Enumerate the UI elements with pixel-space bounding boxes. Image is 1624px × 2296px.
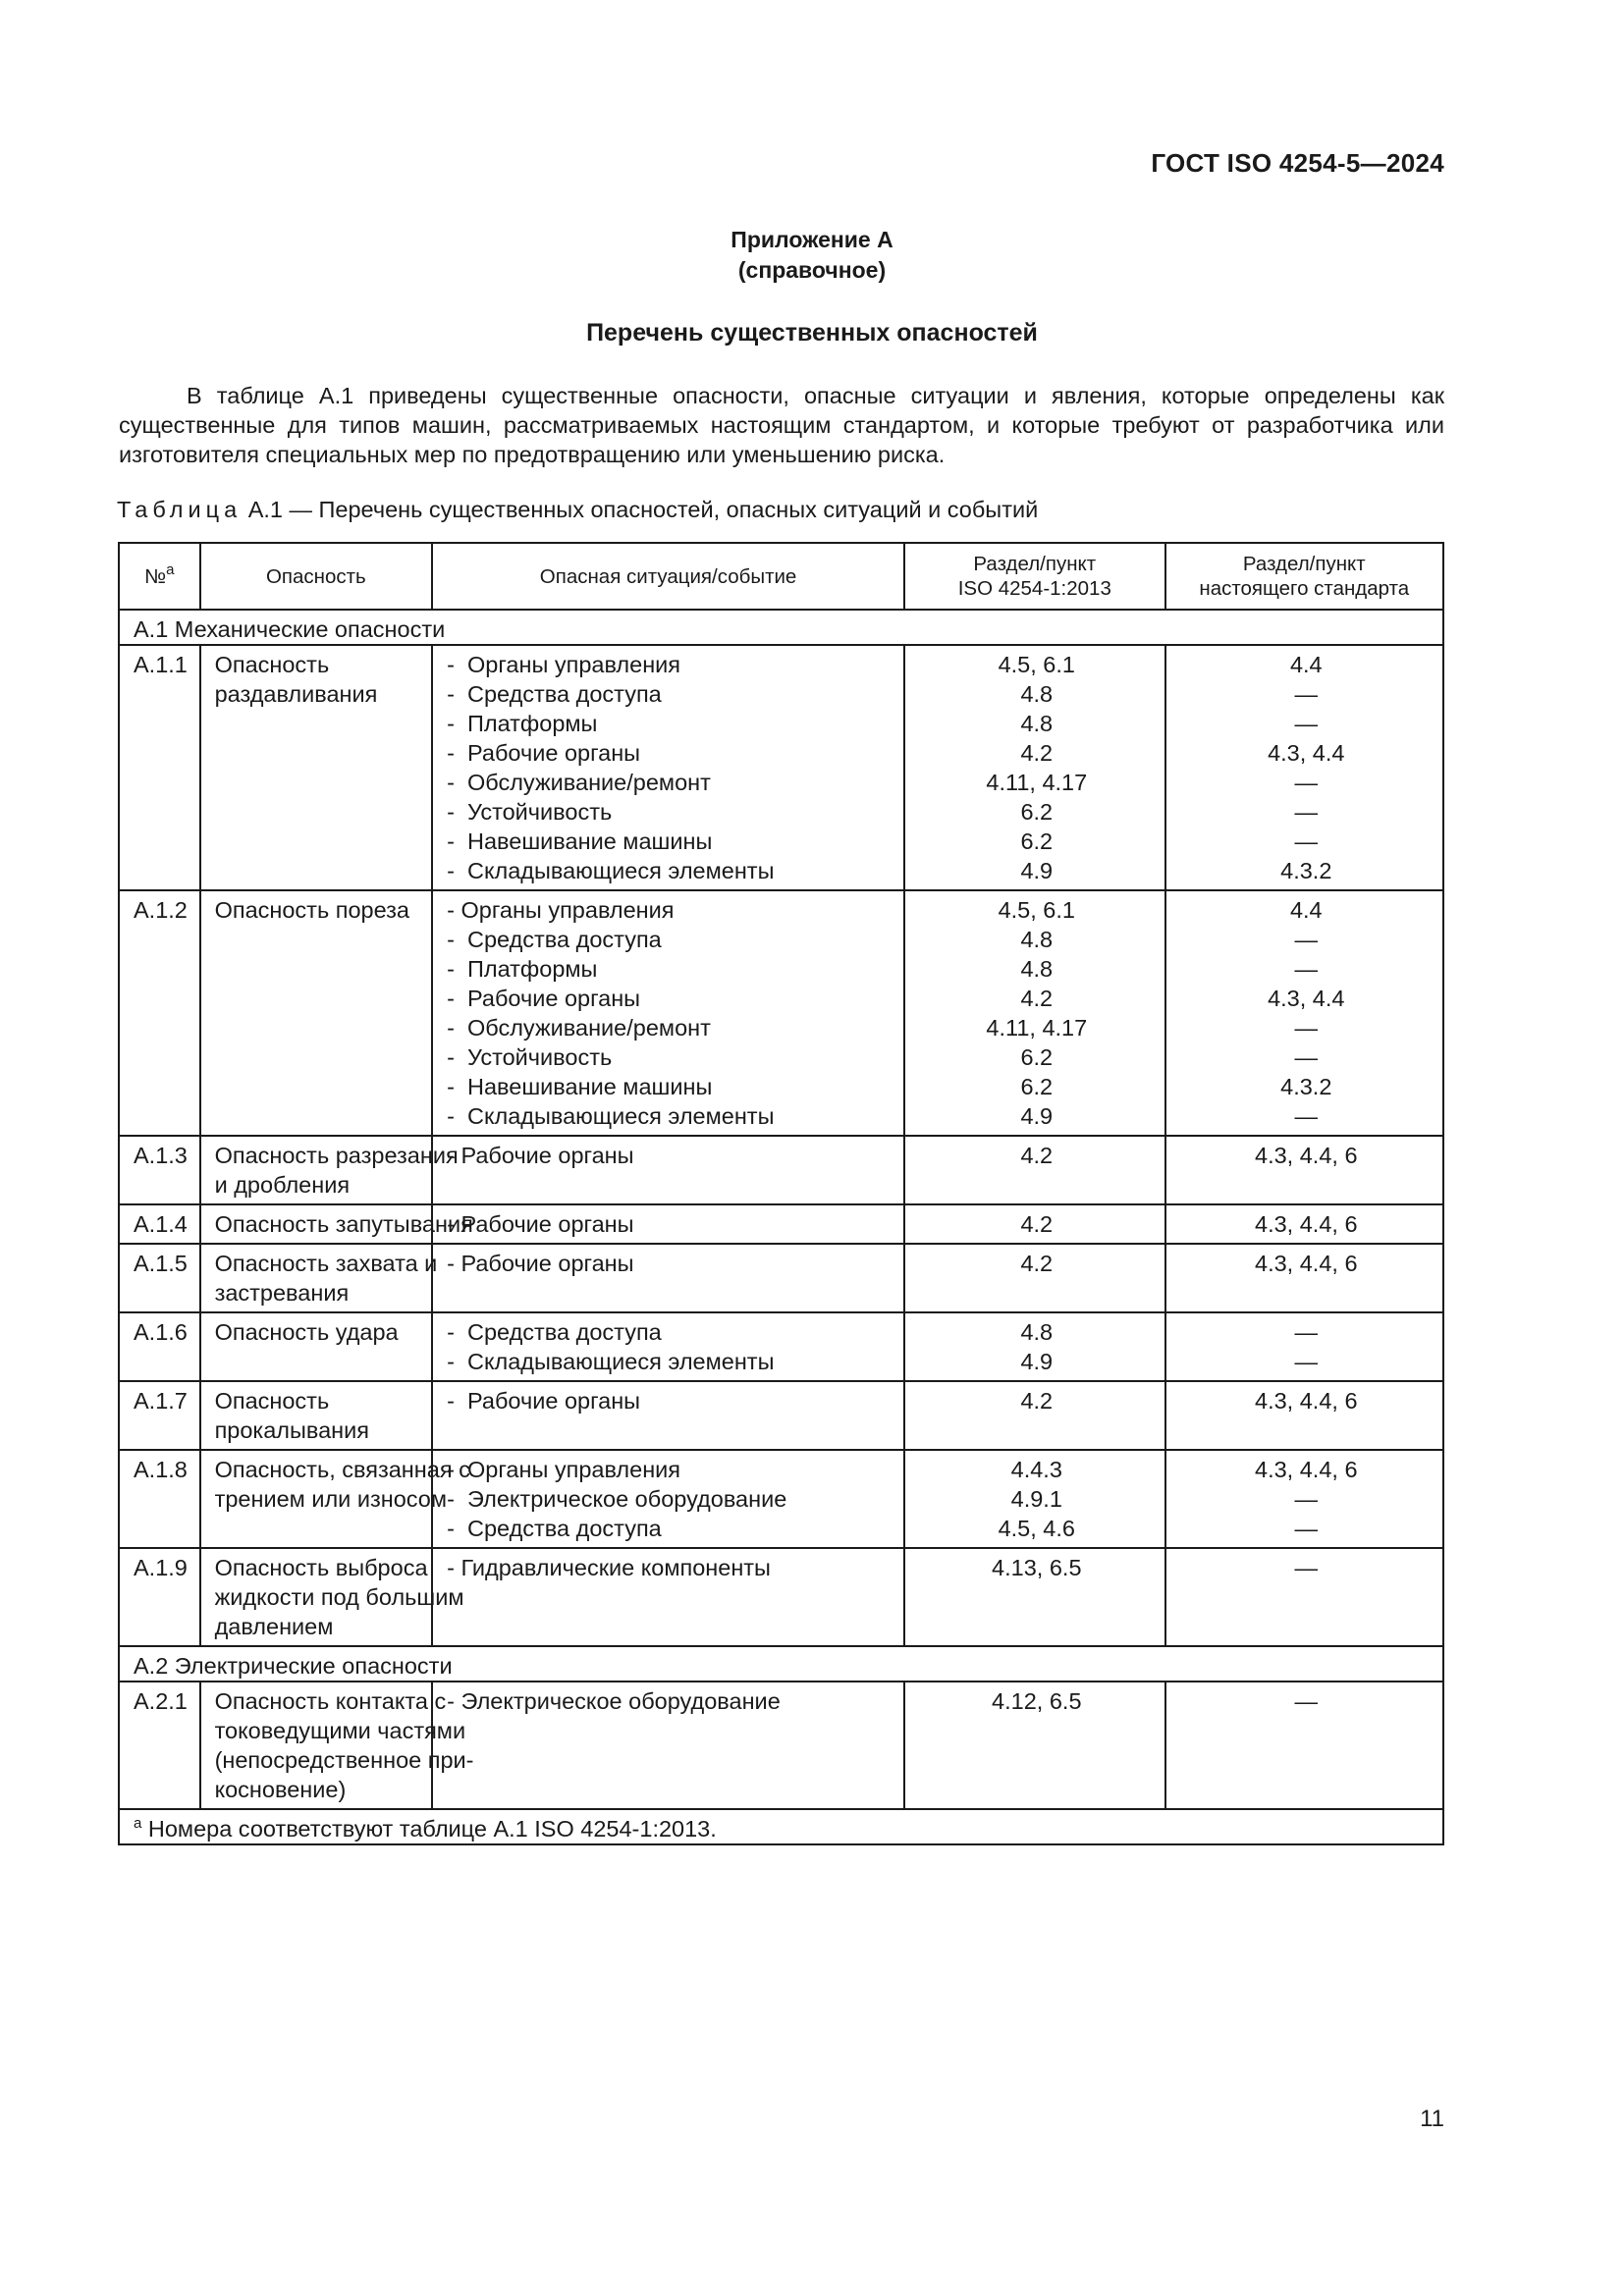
situation-cell [432, 1244, 904, 1312]
std-ref-cell [1165, 1450, 1443, 1548]
header-std-ref [1165, 543, 1443, 610]
header-iso-ref [904, 543, 1165, 610]
iso-ref-line: 6.2 [1020, 799, 1054, 825]
std-ref-line: — [1294, 1486, 1319, 1512]
situation-line: - Обслуживание/ремонт [447, 1015, 711, 1041]
situation-cell [432, 1381, 904, 1450]
iso-ref-cell [904, 890, 1165, 1136]
situation-line: - Средства доступа [447, 1319, 662, 1345]
row-number: А.1.8 [119, 1450, 200, 1548]
iso-ref-line: 4.9.1 [1010, 1486, 1062, 1512]
hazard-line: трением или износом [214, 1486, 448, 1512]
iso-ref-line: 6.2 [1020, 828, 1054, 854]
iso-ref-line: 4.2 [1020, 1143, 1054, 1168]
std-ref-line: 4.3, 4.4, 6 [1255, 1457, 1358, 1482]
iso-ref-line: 6.2 [1020, 1044, 1054, 1070]
table-row [119, 890, 1443, 1136]
iso-ref-cell [904, 1312, 1165, 1381]
std-ref-line: — [1294, 1103, 1319, 1129]
table-caption-prefix: Таблица [117, 497, 243, 522]
row-number: А.1.7 [119, 1381, 200, 1450]
iso-ref-line: 4.2 [1020, 1388, 1054, 1414]
iso-ref-cell [904, 1450, 1165, 1548]
hazard-cell [200, 1136, 459, 1204]
situation-line: - Платформы [447, 711, 598, 736]
situation-line: - Органы управления [447, 1457, 681, 1482]
hazard-line: Опасность запутывания [214, 1211, 473, 1237]
hazard-cell [200, 1450, 470, 1548]
situation-line: - Устойчивость [447, 799, 613, 825]
hazard-line: Опасность контакта с [214, 1688, 447, 1714]
hazard-line: Опасность удара [214, 1319, 399, 1345]
table-row [119, 1136, 1443, 1204]
row-number: А.1.9 [119, 1548, 200, 1646]
situation-line: - Навешивание машины [447, 1074, 713, 1099]
std-ref-cell [1165, 1244, 1443, 1312]
iso-ref-line: 4.9 [1020, 858, 1054, 883]
situation-cell [432, 890, 904, 1136]
iso-ref-cell [904, 1244, 1165, 1312]
std-ref-line: — [1294, 1555, 1319, 1580]
std-ref-line: 4.3, 4.4 [1268, 986, 1345, 1011]
hazard-line: Опасность [214, 652, 330, 677]
iso-ref-cell [904, 1204, 1165, 1244]
hazard-line: жидкости под большим [214, 1584, 464, 1610]
situation-line: - Органы управления [447, 897, 675, 923]
situation-line: - Платформы [447, 956, 598, 982]
situation-line: - Складывающиеся элементы [447, 1103, 775, 1129]
row-number: А.1.3 [119, 1136, 200, 1204]
situation-line: - Рабочие органы [447, 986, 641, 1011]
hazard-cell [200, 645, 433, 890]
iso-ref-line: 4.4.3 [1010, 1457, 1062, 1482]
std-ref-line: 4.3, 4.4, 6 [1255, 1251, 1358, 1276]
row-number: А.1.5 [119, 1244, 200, 1312]
std-ref-cell [1165, 1682, 1443, 1809]
document-code: ГОСТ ISO 4254-5—2024 [1151, 148, 1444, 178]
situation-line: - Навешивание машины [447, 828, 713, 854]
footnote-text: Номера соответствуют таблице А.1 ISO 4254-1:2013. [141, 1816, 717, 1842]
hazard-line: токоведущими частями [214, 1718, 466, 1743]
std-ref-cell [1165, 1204, 1443, 1244]
std-ref-line: — [1294, 1044, 1319, 1070]
table-row [119, 1312, 1443, 1381]
std-ref-line: 4.4 [1289, 897, 1323, 923]
situation-line: - Рабочие органы [447, 1388, 641, 1414]
situation-cell [432, 1682, 904, 1809]
hazard-line: Опасность выброса [214, 1555, 428, 1580]
hazard-cell [200, 1682, 474, 1809]
hazard-line: Опасность захвата и [214, 1251, 438, 1276]
situation-cell [432, 1450, 904, 1548]
std-ref-line: 4.3, 4.4, 6 [1255, 1211, 1358, 1237]
iso-ref-cell [904, 645, 1165, 890]
situation-line: - Электрическое оборудование [447, 1486, 787, 1512]
hazard-cell [200, 890, 433, 1136]
iso-ref-line: 4.11, 4.17 [986, 770, 1088, 795]
std-ref-line: 4.4 [1289, 652, 1323, 677]
hazard-cell [200, 1312, 433, 1381]
header-iso-ref-line2: ISO 4254-1:2013 [957, 577, 1111, 600]
situation-line: - Рабочие органы [447, 1143, 634, 1168]
iso-ref-line: 4.8 [1020, 681, 1054, 707]
std-ref-line: — [1294, 956, 1319, 982]
situation-line: - Средства доступа [447, 927, 662, 952]
situation-line: - Средства доступа [447, 1516, 662, 1541]
std-ref-cell [1165, 1548, 1443, 1646]
table-body [119, 610, 1443, 1809]
iso-ref-line: 4.2 [1020, 986, 1054, 1011]
std-ref-cell [1165, 645, 1443, 890]
std-ref-line: 4.3.2 [1280, 858, 1332, 883]
footnote-row [119, 1809, 1443, 1844]
iso-ref-line: 4.12, 6.5 [992, 1688, 1082, 1714]
hazard-line: застревания [214, 1280, 350, 1306]
hazards-table [118, 542, 1444, 1845]
annex-type: (справочное) [737, 257, 887, 283]
std-ref-line: 4.3, 4.4 [1268, 740, 1345, 766]
group-header-row [119, 610, 1443, 645]
header-situation: Опасная ситуация/событие [432, 543, 904, 610]
hazard-line: раздавливания [214, 681, 378, 707]
situation-line: - Складывающиеся элементы [447, 858, 775, 883]
hazard-line: Опасность пореза [214, 897, 409, 923]
iso-ref-line: 4.5, 4.6 [998, 1516, 1075, 1541]
situation-cell [432, 1204, 904, 1244]
std-ref-cell [1165, 1312, 1443, 1381]
situation-line: - Средства доступа [447, 681, 662, 707]
header-num-label: № [144, 564, 167, 588]
situation-line: - Обслуживание/ремонт [447, 770, 711, 795]
hazard-line: давлением [214, 1614, 334, 1639]
page-number: 11 [1420, 2106, 1444, 2132]
iso-ref-line: 4.2 [1020, 740, 1054, 766]
situation-line: - Органы управления [447, 652, 681, 677]
std-ref-line: — [1294, 1516, 1319, 1541]
row-number: А.1.6 [119, 1312, 200, 1381]
std-ref-line: — [1294, 799, 1319, 825]
iso-ref-line: 4.2 [1020, 1211, 1054, 1237]
hazard-line: прокалывания [214, 1417, 370, 1443]
iso-ref-cell [904, 1682, 1165, 1809]
iso-ref-line: 4.8 [1020, 1319, 1054, 1345]
hazard-cell [200, 1244, 438, 1312]
table-row [119, 1548, 1443, 1646]
footnote-marker: a [134, 1815, 142, 1832]
row-number: А.1.4 [119, 1204, 200, 1244]
situation-line: - Электрическое оборудование [447, 1688, 781, 1714]
std-ref-line: — [1294, 1349, 1319, 1374]
std-ref-cell [1165, 1136, 1443, 1204]
group-title: А.2 Электрические опасности [119, 1646, 1443, 1682]
std-ref-line: — [1294, 828, 1319, 854]
table-caption [117, 497, 1038, 523]
iso-ref-line: 4.9 [1020, 1103, 1054, 1129]
iso-ref-line: 4.2 [1020, 1251, 1054, 1276]
hazard-line: Опасность разрезания [214, 1143, 459, 1168]
header-num-footnote-marker: a [166, 561, 175, 578]
iso-ref-line: 4.13, 6.5 [992, 1555, 1082, 1580]
hazard-line: Опасность [214, 1388, 330, 1414]
iso-ref-line: 4.5, 6.1 [998, 652, 1075, 677]
std-ref-cell [1165, 890, 1443, 1136]
row-number: А.1.1 [119, 645, 200, 890]
std-ref-line: 4.3, 4.4, 6 [1255, 1143, 1358, 1168]
std-ref-line: — [1294, 681, 1319, 707]
iso-ref-line: 6.2 [1020, 1074, 1054, 1099]
header-hazard: Опасность [200, 543, 433, 610]
header-std-ref-line1: Раздел/пункт [1242, 553, 1366, 575]
iso-ref-line: 4.11, 4.17 [986, 1015, 1088, 1041]
hazard-cell [200, 1204, 473, 1244]
row-number: А.1.2 [119, 890, 200, 1136]
std-ref-line: — [1294, 711, 1319, 736]
table-row [119, 645, 1443, 890]
hazard-cell [200, 1548, 464, 1646]
iso-ref-line: 4.9 [1020, 1349, 1054, 1374]
iso-ref-line: 4.8 [1020, 711, 1054, 736]
table-row [119, 1682, 1443, 1809]
situation-cell [432, 1136, 904, 1204]
situation-cell [432, 1548, 904, 1646]
annex-title: Приложение А [731, 227, 893, 252]
iso-ref-line: 4.5, 6.1 [998, 897, 1075, 923]
group-title: А.1 Механические опасности [119, 610, 1443, 645]
table-row [119, 1381, 1443, 1450]
situation-line: - Устойчивость [447, 1044, 613, 1070]
group-header-row [119, 1646, 1443, 1682]
hazard-cell [200, 1381, 433, 1450]
std-ref-line: 4.3, 4.4, 6 [1255, 1388, 1358, 1414]
table-row [119, 1244, 1443, 1312]
situation-line: - Гидравлические компоненты [447, 1555, 771, 1580]
hazard-line: Опасность, связанная с [214, 1457, 470, 1482]
table-row [119, 1450, 1443, 1548]
situation-cell [432, 645, 904, 890]
hazard-line: и дробления [214, 1172, 351, 1198]
std-ref-line: — [1294, 1319, 1319, 1345]
iso-ref-line: 4.8 [1020, 956, 1054, 982]
header-std-ref-line2: настоящего стандарта [1199, 577, 1410, 600]
hazard-line: (непосредственное при- [214, 1747, 474, 1773]
situation-line: - Рабочие органы [447, 1251, 634, 1276]
iso-ref-cell [904, 1136, 1165, 1204]
table-footnote [119, 1809, 1443, 1844]
std-ref-cell [1165, 1381, 1443, 1450]
table-row [119, 1204, 1443, 1244]
situation-line: - Рабочие органы [447, 1211, 634, 1237]
header-num [119, 543, 200, 610]
std-ref-line: — [1294, 770, 1319, 795]
std-ref-line: — [1294, 1015, 1319, 1041]
std-ref-line: 4.3.2 [1280, 1074, 1332, 1099]
section-title: Перечень существенных опасностей [586, 319, 1038, 347]
row-number: А.2.1 [119, 1682, 200, 1809]
hazard-line: косновение) [214, 1777, 347, 1802]
header-iso-ref-line1: Раздел/пункт [973, 553, 1097, 575]
situation-cell [432, 1312, 904, 1381]
table-header-row [119, 543, 1443, 610]
std-ref-line: — [1294, 1688, 1319, 1714]
situation-line: - Рабочие органы [447, 740, 641, 766]
situation-line: - Складывающиеся элементы [447, 1349, 775, 1374]
iso-ref-line: 4.8 [1020, 927, 1054, 952]
intro-paragraph: В таблице А.1 приведены существенные опасности, опасные ситуации и явления, которые определены как существенные для типов машин, рассматриваемых настоящим стандартом, и которые требуют от разработчика или изготовителя специальных мер по предотвращению или уменьшению риска. [119, 383, 1444, 467]
iso-ref-cell [904, 1548, 1165, 1646]
std-ref-line: — [1294, 927, 1319, 952]
iso-ref-cell [904, 1381, 1165, 1450]
table-caption-text: А.1 — Перечень существенных опасностей, опасных ситуаций и событий [247, 497, 1039, 522]
